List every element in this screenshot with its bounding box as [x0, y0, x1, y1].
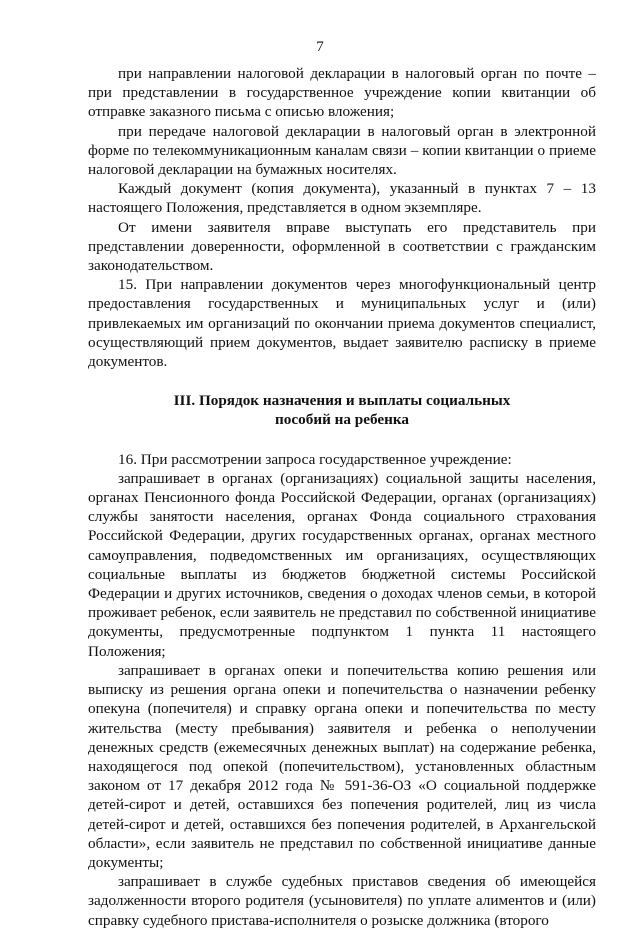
paragraph: при направлении налоговой декларации в налоговый орган по почте – при представлении в государственное учреждение копии квитанции об отправке заказного письма с описью вложения;	[88, 65, 596, 121]
paragraph: 16. При рассмотрении запроса государственное учреждение:	[118, 450, 512, 468]
paragraph: при передаче налоговой декларации в налоговый орган в электронной форме по телекоммуникационным каналам связи – копии квитанции о приеме налоговой декларации на бумажных носителях.	[88, 122, 596, 179]
section-heading-line: III. Порядок назначения и выплаты социальных	[173, 392, 511, 410]
paragraph: Каждый документ (копия документа), указанный в пунктах 7 – 13 настоящего Положения, представляется в одном экземпляре.	[88, 180, 596, 217]
page-number: 7	[316, 39, 324, 55]
paragraph: 15. При направлении документов через многофункциональный центр предоставления государственных и муниципальных услуг и (или) привлекаемых им организаций по окончании приема документов специалист, осуществляющий прием документов, выдает заявителю расписку в приеме документов.	[88, 276, 596, 371]
paragraph: запрашивает в службе судебных приставов сведения об имеющейся задолженности второго родителя (усыновителя) по уплате алиментов и (или) справку судебного пристава-исполнителя о розыске должника (второго	[88, 873, 596, 929]
paragraph: От имени заявителя вправе выступать его представитель при представлении доверенности, оформленной в соответствии с гражданским законодательством.	[88, 218, 596, 275]
document-body	[88, 64, 596, 930]
section-heading	[88, 391, 596, 429]
paragraph: запрашивает в органах опеки и попечительства копию решения или выписку из решения органа опеки и попечительства о назначении ребенку опекуна (попечителя) и справку органа опеки и попечительства по месту жительства (месту пребывания) заявителя и ребенка о неполучении денежных средств (ежемесячных денежных выплат) на содержание ребенка, находящегося под опекой (попечительством), установленных областным законом от 17 декабря 2012 года № 591-36-ОЗ «О социальной поддержке детей-сирот и детей, оставшихся без попечения родителей, лиц из числа детей-сирот и детей, оставшихся без попечения родителей, в Архангельской области», если заявитель не представил по собственной инициативе данные документы;	[88, 661, 596, 871]
paragraph: запрашивает в органах (организациях) социальной защиты населения, органах Пенсионного фонда Российской Федерации, органах (организациях) службы занятости населения, органах Фонда социального страхования Российской Федерации, других государственных органах, органах местного самоуправления, подведомственных им организациях, осуществляющих социальные выплаты из бюджетов бюджетной системы Российской Федерации и других источников, сведения о доходах членов семьи, в которой проживает ребенок, если заявитель не представил по собственной инициативе документы, предусмотренные подпунктом 1 пункта 11 настоящего Положения;	[88, 469, 596, 660]
section-heading-line: пособий на ребенка	[275, 411, 409, 429]
